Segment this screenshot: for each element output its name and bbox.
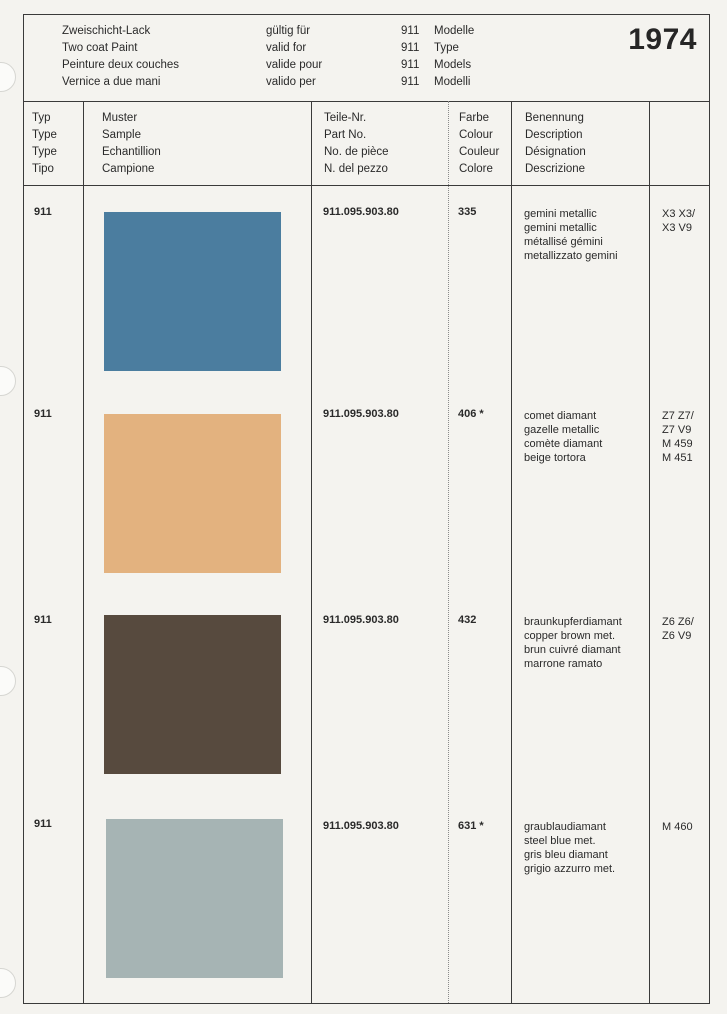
- sheet-header: [24, 15, 709, 102]
- row-colour-code: 335: [458, 206, 477, 218]
- row-colour-code: 631 *: [458, 820, 484, 832]
- column-header-text: Couleur: [459, 146, 500, 158]
- header-model-block: [401, 23, 419, 91]
- binder-hole: [0, 62, 16, 92]
- color-swatch: [104, 414, 281, 573]
- row-description: [524, 615, 622, 671]
- column-header-text: Tipo: [32, 163, 54, 175]
- color-swatch: [106, 819, 283, 978]
- column-header-text: N. del pezzo: [324, 163, 388, 175]
- row-type: 911: [34, 206, 52, 218]
- row-codes: [662, 409, 694, 465]
- header-valid-block: [266, 23, 322, 91]
- code-line: M 451: [662, 452, 693, 464]
- description-line: marrone ramato: [524, 658, 603, 670]
- header-model-word: Models: [434, 59, 472, 71]
- description-line: gris bleu diamant: [524, 849, 608, 861]
- column-header-row: [24, 101, 709, 186]
- column-header-text: Teile-Nr.: [324, 112, 367, 124]
- header-title-block: [62, 23, 179, 91]
- code-line: X3 V9: [662, 222, 692, 234]
- description-line: gemini metallic: [524, 222, 597, 234]
- description-line: comet diamant: [524, 410, 597, 422]
- header-model: 911: [401, 42, 420, 54]
- header-model-word: Modelle: [434, 25, 475, 37]
- code-line: Z6 V9: [662, 630, 692, 642]
- paint-chart-sheet: [23, 14, 710, 1004]
- header-model-word: Modelli: [434, 76, 471, 88]
- code-line: Z7 Z7/: [662, 410, 694, 422]
- column-header-colour: [459, 110, 499, 178]
- description-line: copper brown met.: [524, 630, 616, 642]
- description-line: grigio azzurro met.: [524, 863, 616, 875]
- description-line: graublaudiamant: [524, 821, 606, 833]
- header-valid: valido per: [266, 76, 316, 88]
- column-header-text: Farbe: [459, 112, 490, 124]
- binder-hole: [0, 366, 16, 396]
- code-line: X3 X3/: [662, 208, 696, 220]
- header-title: Vernice a due mani: [62, 76, 161, 88]
- row-colour-code: 432: [458, 614, 477, 626]
- row-codes: [662, 207, 695, 235]
- header-model: 911: [401, 25, 420, 37]
- column-header-text: Benennung: [525, 112, 584, 124]
- column-header-text: Sample: [102, 129, 141, 141]
- description-line: braunkupferdiamant: [524, 616, 622, 628]
- description-line: beige tortora: [524, 452, 586, 464]
- column-header-text: Type: [32, 129, 57, 141]
- header-model: 911: [401, 59, 420, 71]
- binder-hole: [0, 666, 16, 696]
- row-part-number: 911.095.903.80: [323, 408, 399, 420]
- column-header-text: Désignation: [525, 146, 586, 158]
- row-description: [524, 820, 615, 876]
- code-line: M 460: [662, 821, 693, 833]
- column-header-text: Typ: [32, 112, 51, 124]
- binder-hole: [0, 968, 16, 998]
- row-description: [524, 409, 602, 465]
- description-line: steel blue met.: [524, 835, 596, 847]
- column-header-text: Type: [32, 146, 57, 158]
- column-divider: [448, 101, 449, 1003]
- row-description: [524, 207, 618, 263]
- row-codes: [662, 820, 693, 834]
- column-header-text: Colour: [459, 129, 493, 141]
- color-swatch: [104, 212, 281, 371]
- header-valid: gültig für: [266, 25, 311, 37]
- column-header-part: [324, 110, 389, 178]
- color-swatch: [104, 615, 281, 774]
- column-header-text: Muster: [102, 112, 138, 124]
- row-type: 911: [34, 614, 52, 626]
- column-header-description: [525, 110, 586, 178]
- header-model-word: Type: [434, 42, 459, 54]
- header-title: Zweischicht-Lack: [62, 25, 151, 37]
- header-valid: valide pour: [266, 59, 323, 71]
- description-line: gemini metallic: [524, 208, 597, 220]
- column-header-type: [32, 110, 57, 178]
- code-line: Z6 Z6/: [662, 616, 694, 628]
- header-model: 911: [401, 76, 420, 88]
- row-part-number: 911.095.903.80: [323, 206, 399, 218]
- column-header-text: Campione: [102, 163, 155, 175]
- description-line: gazelle metallic: [524, 424, 600, 436]
- column-header-sample: [102, 110, 161, 178]
- column-divider: [311, 101, 312, 1003]
- header-title: Peinture deux couches: [62, 59, 179, 71]
- column-divider: [83, 101, 84, 1003]
- row-codes: [662, 615, 694, 643]
- row-type: 911: [34, 818, 52, 830]
- row-part-number: 911.095.903.80: [323, 820, 399, 832]
- description-line: métallisé gémini: [524, 236, 603, 248]
- column-header-text: Description: [525, 129, 583, 141]
- description-line: brun cuivré diamant: [524, 644, 621, 656]
- header-model-word-block: [434, 23, 474, 91]
- row-part-number: 911.095.903.80: [323, 614, 399, 626]
- year-label: 1974: [628, 23, 697, 56]
- row-colour-code: 406 *: [458, 408, 484, 420]
- code-line: Z7 V9: [662, 424, 692, 436]
- column-divider: [649, 101, 650, 1003]
- description-line: metallizzato gemini: [524, 250, 618, 262]
- column-header-text: Colore: [459, 163, 493, 175]
- column-header-text: No. de pièce: [324, 146, 389, 158]
- column-header-text: Part No.: [324, 129, 367, 141]
- header-title: Two coat Paint: [62, 42, 138, 54]
- code-line: M 459: [662, 438, 693, 450]
- row-type: 911: [34, 408, 52, 420]
- column-divider: [511, 101, 512, 1003]
- header-valid: valid for: [266, 42, 307, 54]
- column-header-text: Echantillion: [102, 146, 161, 158]
- column-header-text: Descrizione: [525, 163, 586, 175]
- description-line: comète diamant: [524, 438, 603, 450]
